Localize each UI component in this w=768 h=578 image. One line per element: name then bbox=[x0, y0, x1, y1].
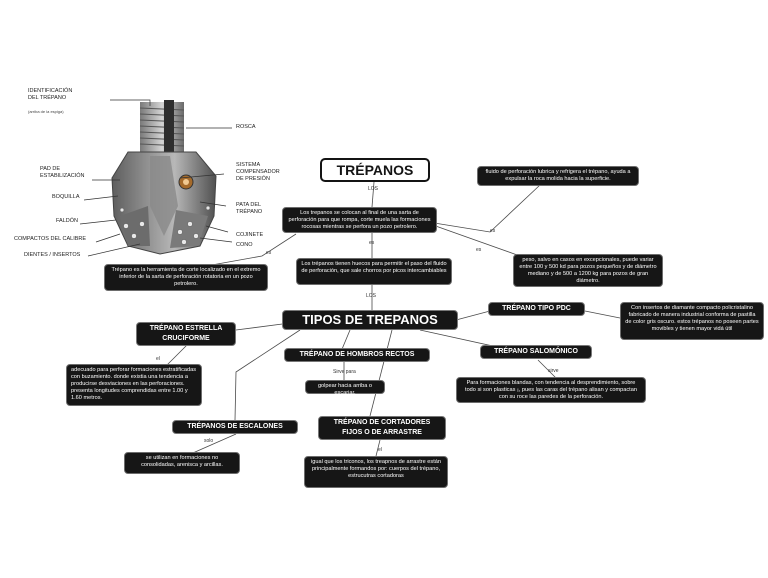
note-estrella[interactable]: adecuado para perforar formaciones estratificadas con buzamiento. donde existia una tendencia a producirse desviaciones en las perforaciones. presenta longitudes comprendidas entre 1.00 y 1.60 metros. bbox=[66, 364, 202, 406]
tag-es-4: es bbox=[266, 250, 272, 256]
topic-salomonico[interactable]: TRÉPANO SALOMÓNICO bbox=[480, 345, 592, 359]
label-identificacion: IDENTIFICACIÓN DEL TRÉPANO bbox=[28, 88, 73, 101]
label-faldon: FALDÓN bbox=[56, 218, 79, 224]
note-herramienta[interactable]: Trépano es la herramienta de corte localizado en el extremo inferior de la sarta de perforación rotatoria en un pozo petrolero. bbox=[104, 264, 268, 291]
label-cojinete: COJINETE bbox=[236, 232, 264, 238]
topic-hombros[interactable]: TRÉPANO DE HOMBROS RECTOS bbox=[284, 348, 430, 362]
topic-pdc[interactable]: TRÉPANO TIPO PDC bbox=[488, 302, 585, 316]
note-colocan[interactable]: Los trepanos se colocan al final de una sarta de perforación para que rompa, corte muela las formaciones rocosas mientras se perfora un pozo petrolero. bbox=[282, 207, 437, 233]
tag-el: el bbox=[156, 356, 160, 362]
label-identificacion-note: (arriba de la espiga) bbox=[28, 109, 64, 114]
note-peso[interactable]: peso, salvo en casos en excepcionales, puede variar entre 100 y 500 kd para pozos pequeños y de diámetro mediano y de 500 a 1200 kg para pozos de gran diámetro. bbox=[513, 254, 663, 287]
tag-sirve-para: Sirve para bbox=[333, 369, 356, 375]
pin-thread bbox=[140, 100, 184, 154]
tag-es-3: es bbox=[476, 247, 482, 253]
label-boquilla: BOQUILLA bbox=[52, 194, 80, 200]
note-salomonico[interactable]: Para formaciones blandas, con tendencia al desprendimiento, sobre todo si son plasticas ¡, pues las caras del trépano alisan y compactan con su roce las paredes de la perforación. bbox=[456, 377, 646, 403]
tag-el-2: el bbox=[378, 447, 382, 453]
topic-escalones[interactable]: TRÉPANOS DE ESCALONES bbox=[172, 420, 298, 434]
tag-solo: solo bbox=[204, 438, 214, 444]
drill-bit-diagram bbox=[0, 86, 290, 262]
label-pad: PAD DE ESTABILIZACIÓN bbox=[40, 166, 85, 179]
note-hombros[interactable]: golpear hacia arriba o escariar. bbox=[305, 380, 385, 394]
label-compactos: COMPACTOS DEL CALIBRE bbox=[14, 236, 87, 242]
tag-los-2: LOS bbox=[366, 293, 377, 299]
main-title[interactable]: TRÉPANOS bbox=[320, 158, 430, 182]
label-dientes: DIENTES / INSERTOS bbox=[24, 252, 81, 258]
note-escalones[interactable]: se utilizan en formaciones no consolidadas, arenisca y arcillas. bbox=[124, 452, 240, 474]
note-pdc[interactable]: Con insertos de diamante compacto policristalino fabricado de manera industrial conforma de pastilla de color gris oscuro. estos trépanos no poseen partes movibles y tienen mayor vidá útil bbox=[620, 302, 764, 340]
label-rosca: ROSCA bbox=[236, 124, 256, 130]
label-sistema: SISTEMA COMPENSADOR DE PRESIÓN bbox=[236, 162, 280, 182]
note-cortadores[interactable]: igual que los triconos, los treapnos de arrastre están principalmente formandos por: cuerpos del trépano, estrucutras cortadoras bbox=[304, 456, 448, 488]
tag-es-1: es bbox=[369, 240, 375, 246]
note-fluido[interactable]: fluido de perforación lubrica y refrigera el trépano, ayuda a expulsar la roca molida hacia la superficie. bbox=[477, 166, 639, 186]
label-pata: PATA DEL TRÉPANO bbox=[236, 202, 263, 215]
tag-sirve: sirve bbox=[548, 368, 559, 374]
label-cono: CONO bbox=[236, 242, 253, 248]
tag-los-1: LOS bbox=[368, 186, 379, 192]
topic-cortadores[interactable]: TRÉPANO DE CORTADORES FIJOS O DE ARRASTRE bbox=[318, 416, 446, 440]
tag-es-2: es bbox=[490, 228, 496, 234]
central-topic[interactable]: TIPOS DE TREPANOS bbox=[282, 310, 458, 330]
topic-estrella[interactable]: TRÉPANO ESTRELLA CRUCIFORME bbox=[136, 322, 236, 346]
note-huecos[interactable]: Los trépanos tienen huecos para permitir el paso del fluido de perforación, que sale chorros por picos intercambiables bbox=[296, 258, 452, 285]
